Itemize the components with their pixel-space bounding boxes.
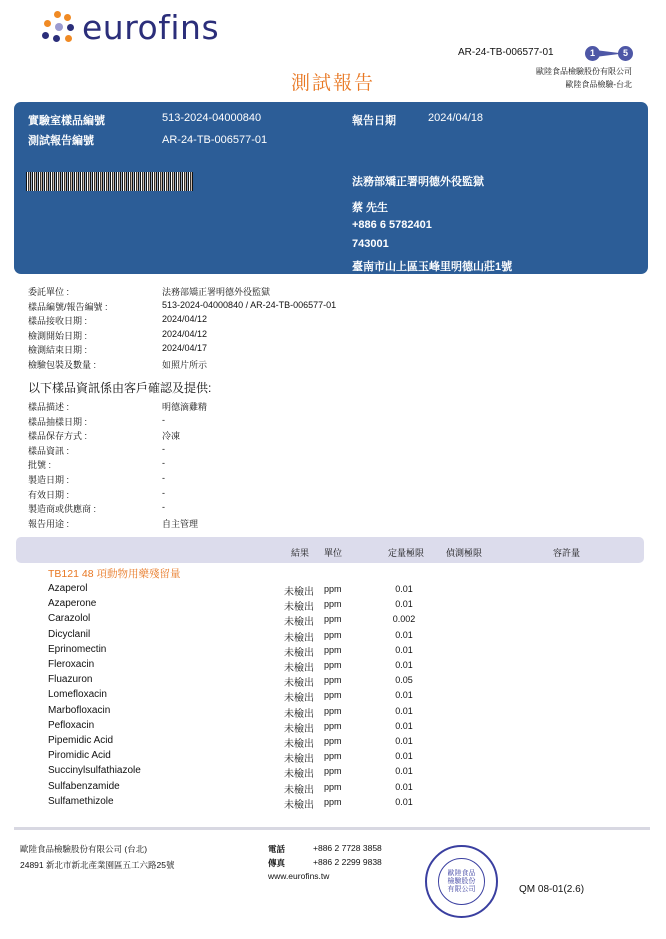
barcode (26, 172, 193, 191)
info-value: 2024/04/17 (162, 343, 208, 354)
form-code: QM 08-01(2.6) (519, 884, 585, 895)
info-value: 513-2024-04000840 / AR-24-TB-006577-01 (162, 299, 337, 310)
client-info-label: 批號 : (28, 460, 52, 471)
footer-tel: +886 2 7728 3858 (313, 843, 382, 853)
footer-company: 歐陸食品檢驗股份有限公司 (台北) (20, 844, 148, 854)
footer-tel-label: 電話 (268, 844, 286, 854)
analyte-result: 未檢出 (284, 769, 314, 781)
analyte-loq: 0.01 (395, 705, 413, 716)
analyte-loq: 0.01 (395, 720, 413, 731)
analyte-unit: ppm (324, 720, 342, 731)
analyte-loq: 0.01 (395, 584, 413, 594)
client-info-label: 樣品描述 : (28, 402, 70, 412)
logo-text: eurofins (82, 8, 220, 47)
info-value: 如照片所示 (162, 360, 208, 370)
analyte-name: Eprinomectin (48, 643, 107, 655)
analyte-name: Sulfamethizole (48, 795, 114, 807)
report-number-label: 測試報告編號 (28, 135, 94, 147)
client-info-value: 明德滴雞精 (162, 402, 208, 412)
footer-website[interactable]: www.eurofins.tw (268, 871, 330, 881)
analyte-name: Azaperol (48, 583, 88, 594)
page-title: 測試報告 (290, 73, 375, 94)
analyte-name: Sulfabenzamide (48, 780, 120, 792)
analyte-loq: 0.002 (392, 614, 416, 625)
report-date-label: 報告日期 (352, 115, 396, 127)
info-label: 樣品接收日期 : (28, 316, 88, 327)
client-info-value: - (162, 502, 165, 513)
info-value: 2024/04/12 (162, 328, 208, 339)
footer-divider (14, 827, 650, 830)
client-info-label: 製造日期 : (28, 475, 70, 485)
lab-sample-value: 513-2024-04000840 (162, 112, 262, 124)
analyte-name: Lomefloxacin (48, 689, 107, 701)
analyte-unit: ppm (324, 675, 342, 686)
report-number-value: AR-24-TB-006577-01 (162, 134, 268, 146)
analyte-name: Succinylsulfathiazole (48, 765, 141, 777)
logo-dots-icon (40, 10, 78, 46)
client-address: 臺南市山上區玉峰里明德山莊1號 (352, 261, 513, 273)
client-info-label: 報告用途 : (28, 518, 70, 529)
analyte-loq: 0.01 (395, 796, 413, 807)
analyte-name: Dicyclanil (48, 628, 91, 640)
analyte-unit: ppm (324, 781, 342, 792)
analyte-name: Pipemidic Acid (48, 735, 114, 746)
lab-sample-label: 實驗室樣品編號 (28, 115, 105, 127)
analyte-loq: 0.01 (395, 690, 413, 701)
info-label: 檢測結束日期 : (28, 345, 88, 356)
info-label: 樣品編號/報告編號 : (28, 301, 108, 312)
col-unit: 單位 (324, 548, 343, 558)
eurofins-logo (40, 8, 219, 47)
company-line-1: 歐陸食品檢驗股份有限公司 (536, 67, 632, 76)
client-info-value: 冷凍 (162, 431, 181, 442)
analyte-name: Piromidic Acid (48, 750, 111, 762)
analyte-loq: 0.05 (395, 675, 413, 686)
client-info-value: - (162, 473, 165, 483)
footer-fax: +886 2 2299 9838 (313, 857, 382, 867)
info-label: 委託單位 : (28, 287, 70, 297)
analyte-result: 未檢出 (284, 693, 314, 705)
analyte-name: Azaperone (48, 598, 97, 610)
analyte-unit: ppm (324, 584, 342, 594)
report-date-value: 2024/04/18 (428, 112, 484, 124)
client-info-label: 有效日期 : (28, 489, 70, 500)
info-label: 檢測開始日期 : (28, 330, 88, 341)
analyte-unit: ppm (324, 614, 342, 625)
analyte-unit: ppm (324, 766, 342, 777)
company-line-2: 歐陸食品檢驗-台北 (565, 80, 632, 89)
analyte-loq: 0.01 (395, 644, 413, 655)
analyte-result: 未檢出 (284, 602, 314, 614)
footer-fax-label: 傳真 (268, 858, 286, 868)
analyte-unit: ppm (324, 629, 342, 640)
analyte-unit: ppm (324, 644, 342, 655)
analyte-result: 未檢出 (284, 799, 314, 811)
client-info-value: - (162, 414, 165, 425)
analyte-result: 未檢出 (284, 708, 314, 720)
analyte-unit: ppm (324, 736, 342, 746)
analyte-unit: ppm (324, 705, 342, 716)
col-lod: 偵測極限 (446, 548, 483, 558)
analyte-unit: ppm (324, 796, 342, 807)
analyte-result: 未檢出 (284, 587, 314, 598)
analyte-name: Fluazuron (48, 674, 93, 686)
footer-address: 24891 新北市新北產業園區五工六路25號 (20, 860, 175, 870)
analyte-loq: 0.01 (395, 781, 413, 792)
client-phone: +886 6 5782401 (352, 219, 432, 231)
analyte-result: 未檢出 (284, 617, 314, 629)
client-postal: 743001 (352, 238, 389, 250)
analyte-name: Pefloxacin (48, 719, 95, 731)
client-info-label: 樣品抽樣日期 : (28, 416, 88, 427)
analyte-loq: 0.01 (395, 660, 413, 670)
info-label: 檢驗包裝及數量 : (28, 360, 97, 370)
analyte-unit: ppm (324, 751, 342, 762)
analyte-result: 未檢出 (284, 739, 314, 750)
client-info-label: 樣品資訊 : (28, 445, 70, 456)
analyte-name: Fleroxacin (48, 659, 95, 670)
client-contact: 蔡 先生 (352, 202, 389, 214)
analyte-loq: 0.01 (395, 751, 413, 762)
client-info-value: 自主管理 (162, 518, 199, 529)
page-indicator (585, 46, 633, 61)
analyte-result: 未檢出 (284, 632, 314, 644)
analyte-result: 未檢出 (284, 647, 314, 659)
col-tolerance: 容許量 (553, 548, 581, 558)
analyte-loq: 0.01 (395, 629, 413, 640)
page-current: 1 (585, 46, 600, 61)
client-info-value: - (162, 458, 165, 469)
col-loq: 定量極限 (388, 548, 425, 558)
client-info-label: 樣品保存方式 : (28, 431, 88, 442)
company-seal (425, 845, 498, 918)
analyte-result: 未檢出 (284, 754, 314, 766)
seal-inner: 歐陸食品 檢驗股份 有限公司 (438, 858, 485, 905)
analyte-loq: 0.01 (395, 766, 413, 777)
client-info-value: - (162, 487, 165, 498)
summary-panel (14, 102, 648, 274)
analyte-unit: ppm (324, 599, 342, 610)
analyte-loq: 0.01 (395, 736, 413, 746)
analyte-unit: ppm (324, 660, 342, 670)
analyte-result: 未檢出 (284, 678, 314, 690)
info-value: 法務部矯正署明德外役監獄 (162, 287, 271, 297)
col-result: 結果 (291, 548, 310, 558)
analyte-unit: ppm (324, 690, 342, 701)
test-section-title: TB121 48 項動物用藥殘留量 (48, 568, 181, 580)
client-info-value: - (162, 443, 165, 454)
info-value: 2024/04/12 (162, 314, 208, 325)
analyte-result: 未檢出 (284, 663, 314, 674)
header-report-number: AR-24-TB-006577-01 (458, 47, 554, 58)
page-total: 5 (618, 46, 633, 61)
client-info-label: 製造商或供應商 : (28, 504, 97, 515)
analyte-result: 未檢出 (284, 784, 314, 796)
analyte-name: Marbofloxacin (48, 704, 111, 716)
analyte-result: 未檢出 (284, 723, 314, 735)
client-name: 法務部矯正署明德外役監獄 (352, 176, 484, 188)
analyte-name: Carazolol (48, 613, 91, 625)
analyte-loq: 0.01 (395, 599, 413, 610)
client-info-heading: 以下樣品資訊係由客戶確認及提供: (28, 381, 212, 395)
